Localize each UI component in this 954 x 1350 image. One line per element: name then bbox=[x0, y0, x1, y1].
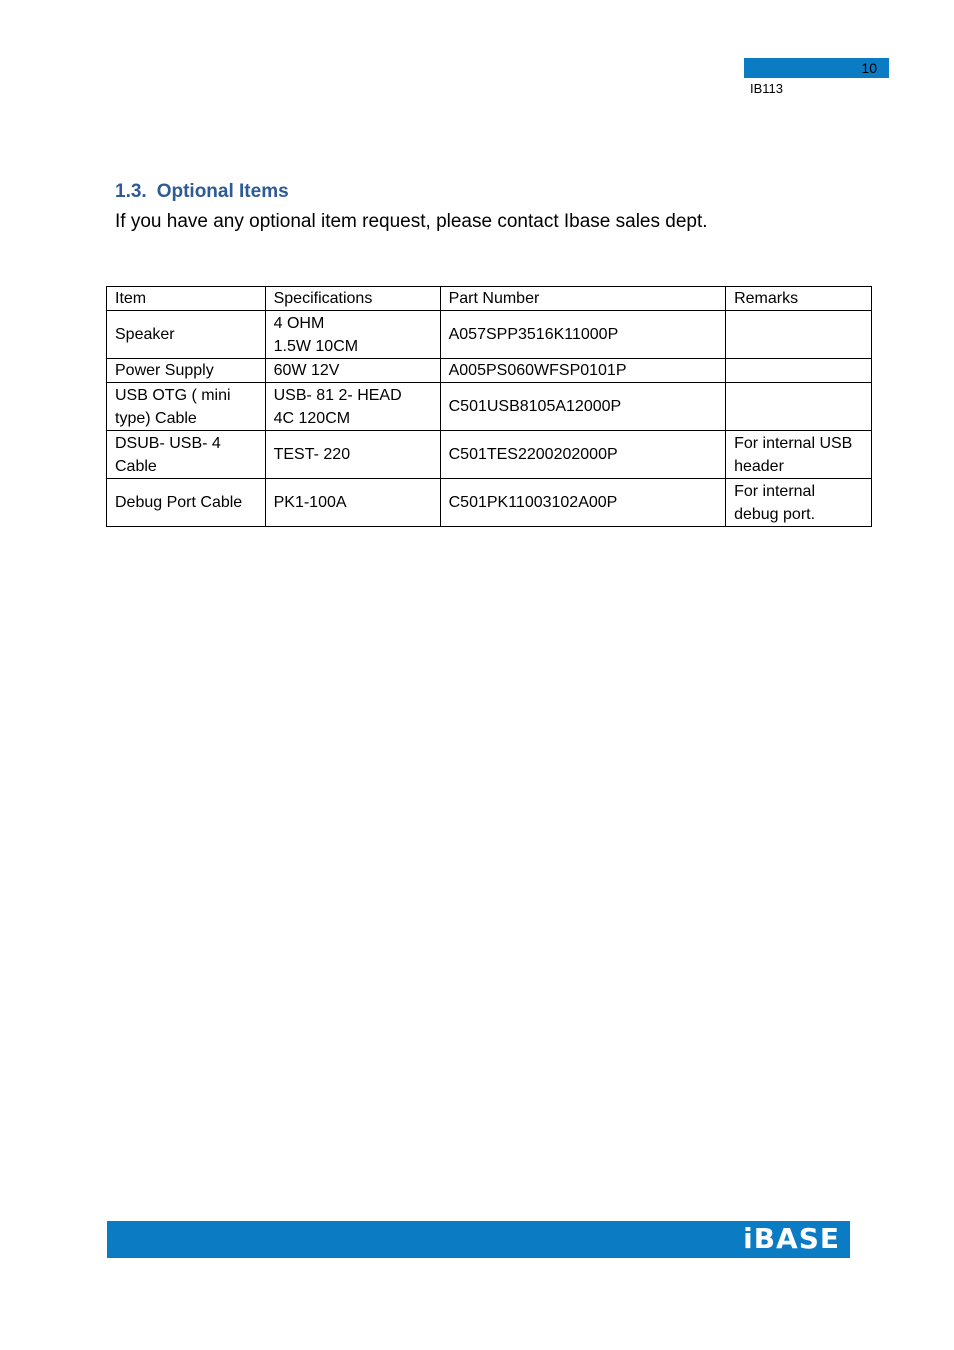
column-header-item: Item bbox=[107, 287, 266, 311]
table-row bbox=[107, 431, 872, 479]
column-header-remarks: Remarks bbox=[726, 287, 872, 311]
cell-item: USB OTG ( mini type) Cable bbox=[107, 383, 266, 431]
page-number: 10 bbox=[861, 60, 877, 76]
cell-item: Power Supply bbox=[107, 359, 266, 383]
column-header-part-number: Part Number bbox=[440, 287, 725, 311]
section-number: 1.3. bbox=[115, 181, 147, 202]
cell-specifications: USB- 81 2- HEAD 4C 120CM bbox=[265, 383, 440, 431]
table-row bbox=[107, 359, 872, 383]
table-row bbox=[107, 383, 872, 431]
cell-remarks: For internal USB header bbox=[726, 431, 872, 479]
cell-part-number: A057SPP3516K11000P bbox=[440, 311, 725, 359]
cell-remarks: For internal debug port. bbox=[726, 479, 872, 527]
table-row bbox=[107, 479, 872, 527]
cell-item: Speaker bbox=[107, 311, 266, 359]
cell-specifications: PK1-100A bbox=[265, 479, 440, 527]
table-header-row bbox=[107, 287, 872, 311]
cell-remarks bbox=[726, 311, 872, 359]
model-label: IB113 bbox=[750, 81, 784, 96]
cell-specifications: TEST- 220 bbox=[265, 431, 440, 479]
optional-items-table bbox=[106, 286, 872, 527]
cell-part-number: C501PK11003102A00P bbox=[440, 479, 725, 527]
intro-paragraph: If you have any optional item request, please contact Ibase sales dept. bbox=[115, 211, 708, 232]
section-title: Optional Items bbox=[156, 181, 289, 202]
table-row bbox=[107, 311, 872, 359]
cell-part-number: C501USB8105A12000P bbox=[440, 383, 725, 431]
cell-item: Debug Port Cable bbox=[107, 479, 266, 527]
cell-specifications: 60W 12V bbox=[265, 359, 440, 383]
cell-remarks bbox=[726, 383, 872, 431]
cell-item: DSUB- USB- 4 Cable bbox=[107, 431, 266, 479]
section-heading bbox=[115, 181, 289, 203]
footer-bar bbox=[107, 1221, 850, 1258]
cell-part-number: C501TES2200202000P bbox=[440, 431, 725, 479]
cell-part-number: A005PS060WFSP0101P bbox=[440, 359, 725, 383]
cell-remarks bbox=[726, 359, 872, 383]
column-header-specifications: Specifications bbox=[265, 287, 440, 311]
ibase-logo: iBASE bbox=[743, 1222, 840, 1255]
cell-specifications: 4 OHM 1.5W 10CM bbox=[265, 311, 440, 359]
page-number-bar bbox=[744, 58, 889, 78]
